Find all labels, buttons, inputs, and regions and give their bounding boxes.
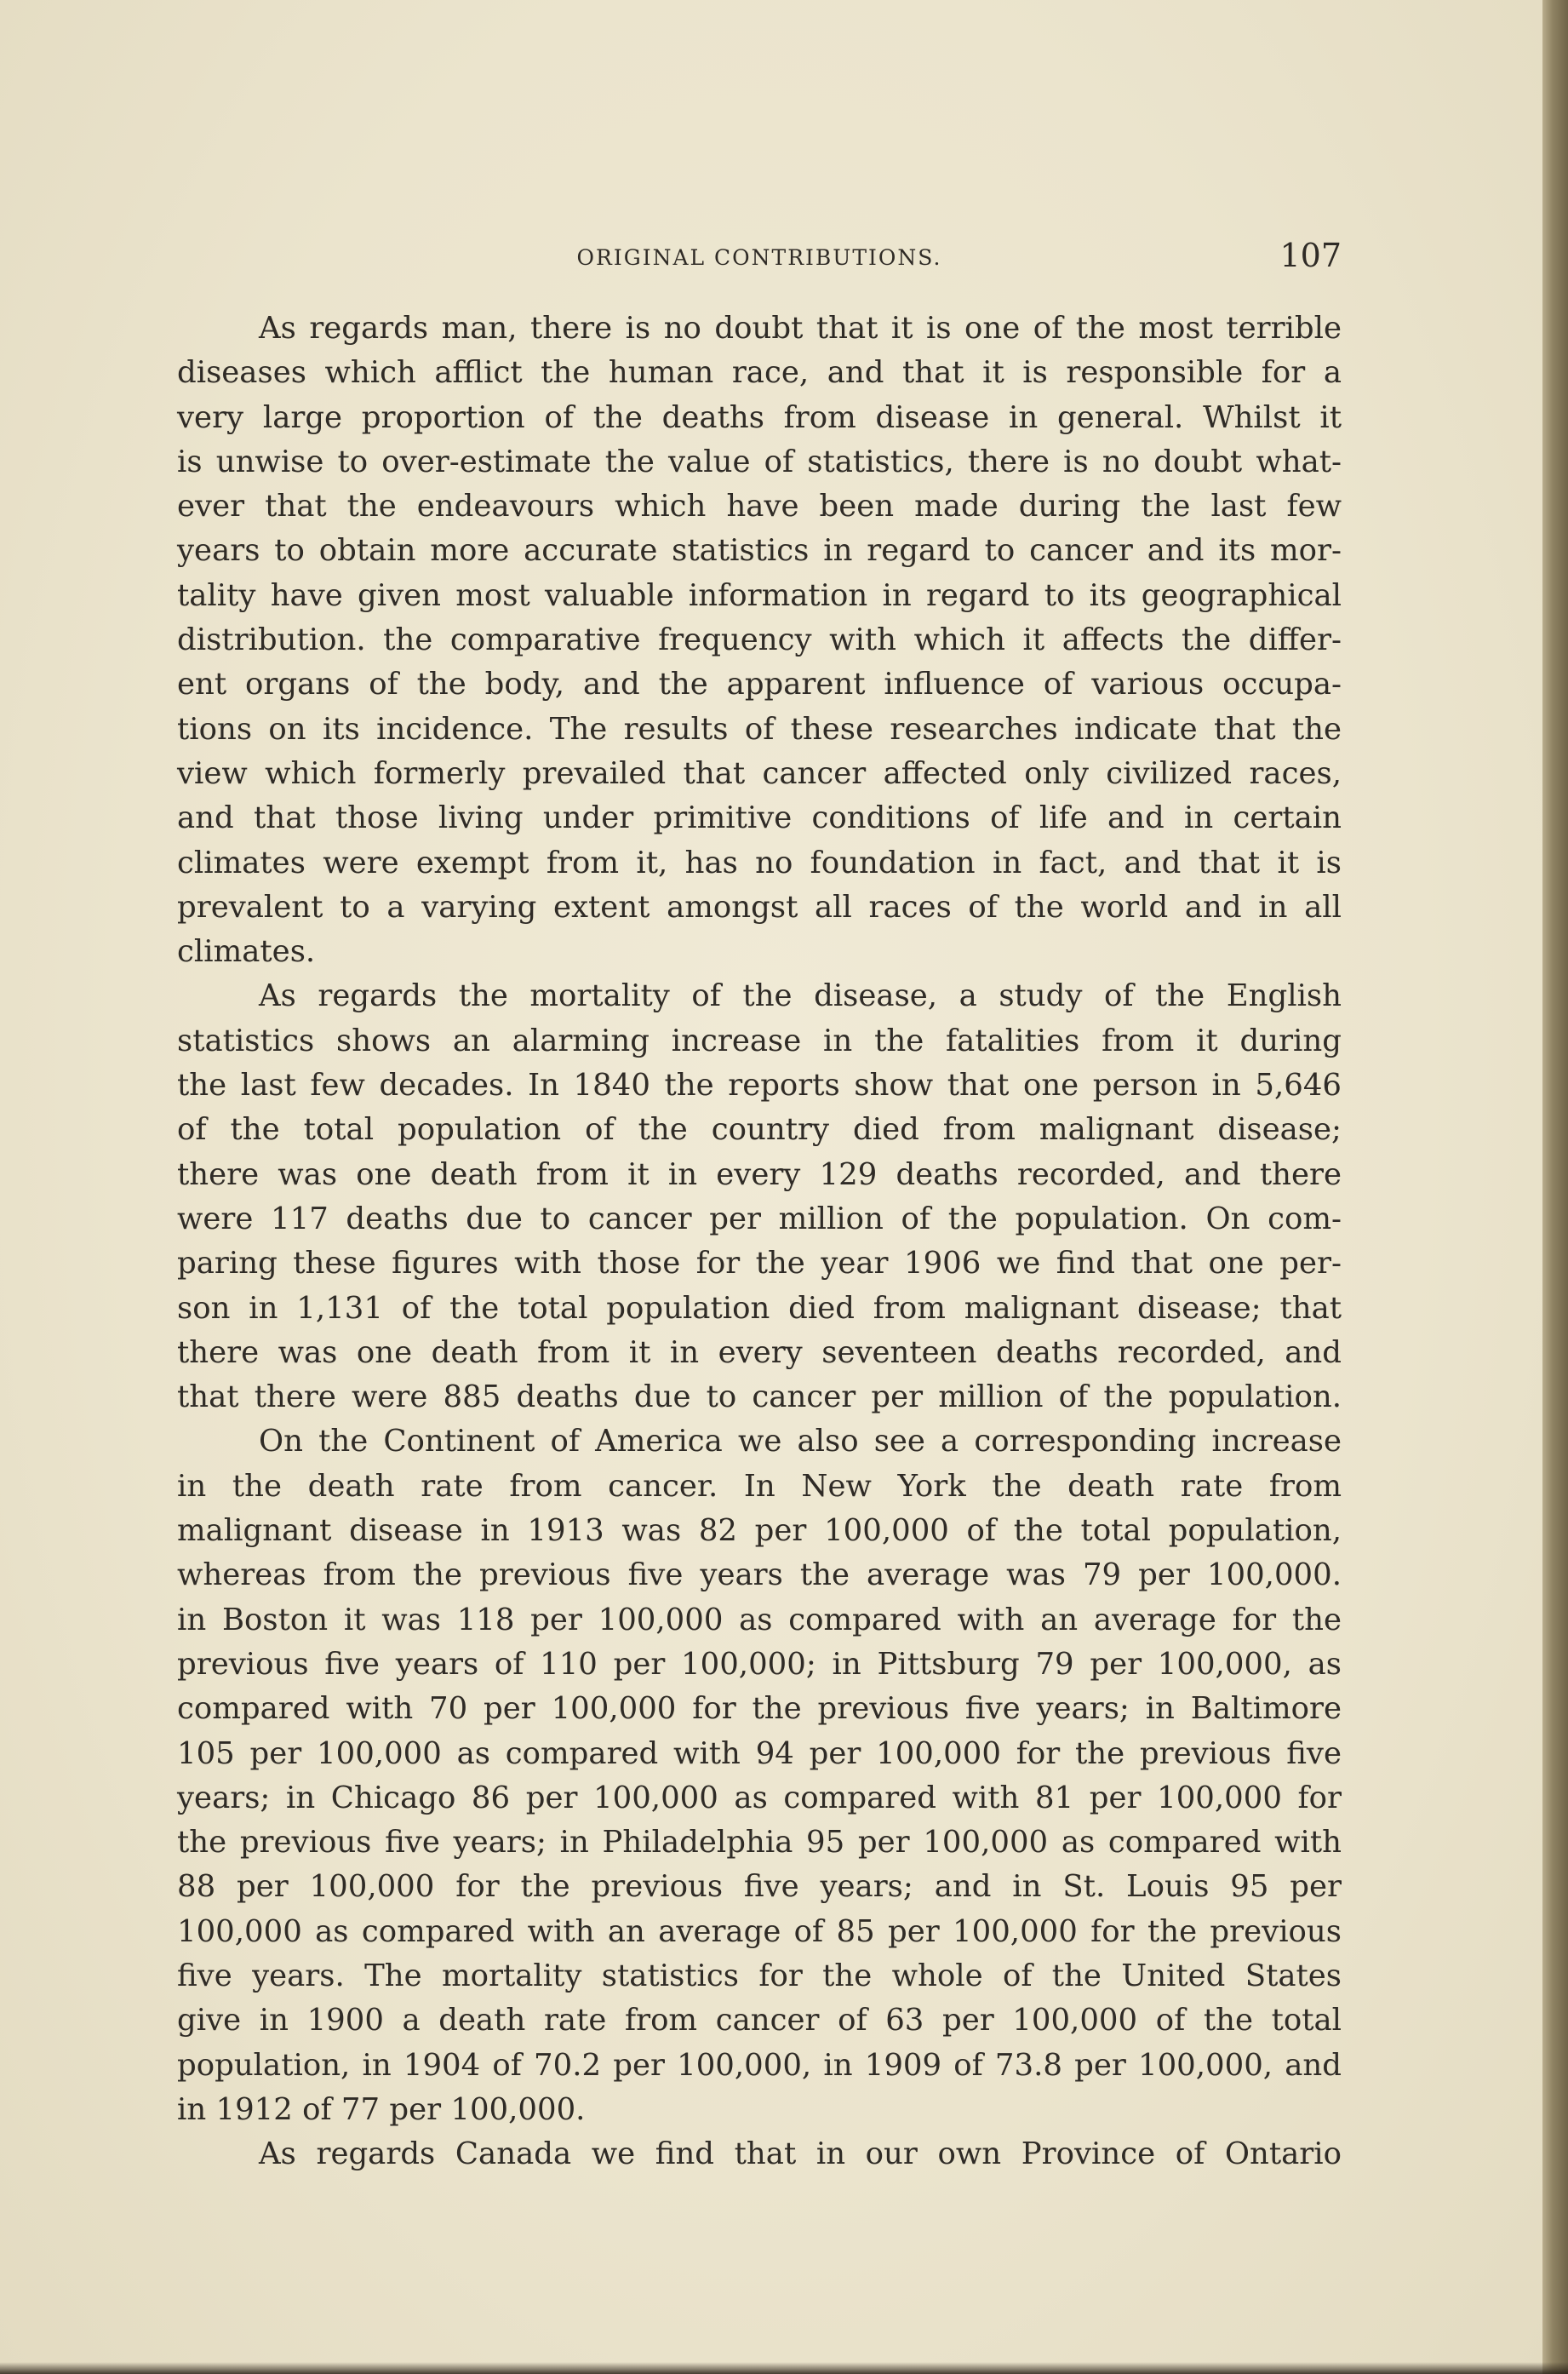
text-line: climates. bbox=[177, 934, 316, 970]
page-header bbox=[177, 237, 1342, 279]
page-number: 107 bbox=[1279, 237, 1342, 274]
running-head: ORIGINAL CONTRIBUTIONS. bbox=[576, 245, 942, 270]
text-line: years to obtain more accurate statistics in regard to cancer and its mor- bbox=[177, 533, 1342, 569]
text-line: As regards Canada we find that in our own Province of Ontario bbox=[259, 2136, 1342, 2172]
bottom-edge-shadow bbox=[0, 2362, 1568, 2374]
text-line: 105 per 100,000 as compared with 94 per 100,000 for the previous five bbox=[177, 1735, 1342, 1771]
text-line: On the Continent of America we also see a corresponding increase bbox=[259, 1424, 1342, 1459]
text-line: ever that the endeavours which have been made during the last few bbox=[177, 489, 1342, 525]
text-line: 88 per 100,000 for the previous five years; and in St. Louis 95 per bbox=[177, 1869, 1342, 1905]
body-text bbox=[177, 307, 1342, 2176]
text-line: view which formerly prevailed that cancer affected only civilized races, bbox=[177, 755, 1342, 791]
page-edge-shadow bbox=[1542, 0, 1568, 2374]
text-line: were 117 deaths due to cancer per million of the population. On com- bbox=[177, 1201, 1342, 1236]
paragraph bbox=[177, 2132, 1342, 2176]
text-line: five years. The mortality statistics for the whole of the United States bbox=[177, 1958, 1342, 1993]
text-line: in Boston it was 118 per 100,000 as compared with an average for the bbox=[177, 1602, 1342, 1637]
text-line: distribution. the comparative frequency with which it affects the differ- bbox=[177, 622, 1342, 658]
text-line: As regards the mortality of the disease, a study of the English bbox=[259, 978, 1342, 1014]
text-line: is unwise to over-estimate the value of statistics, there is no doubt what- bbox=[177, 444, 1342, 479]
text-line: tions on its incidence. The results of these researches indicate that the bbox=[177, 711, 1342, 747]
text-line: there was one death from it in every 129 deaths recorded, and there bbox=[177, 1156, 1342, 1192]
paragraph bbox=[177, 974, 1342, 1419]
text-line: malignant disease in 1913 was 82 per 100,000 of the total population, bbox=[177, 1513, 1342, 1549]
text-line: son in 1,131 of the total population died from malignant disease; that bbox=[177, 1290, 1342, 1326]
text-line: in 1912 of 77 per 100,000. bbox=[177, 2091, 586, 2127]
text-line: compared with 70 per 100,000 for the previous five years; in Baltimore bbox=[177, 1691, 1342, 1727]
text-line: previous five years of 110 per 100,000; in Pittsburg 79 per 100,000, as bbox=[177, 1646, 1342, 1682]
text-line: in the death rate from cancer. In New York the death rate from bbox=[177, 1468, 1342, 1504]
text-line: the last few decades. In 1840 the reports show that one person in 5,646 bbox=[177, 1068, 1342, 1104]
text-line: population, in 1904 of 70.2 per 100,000, in 1909 of 73.8 per 100,000, and bbox=[177, 2047, 1342, 2083]
text-line: that there were 885 deaths due to cancer per million of the population. bbox=[177, 1379, 1342, 1415]
text-line: climates were exempt from it, has no foundation in fact, and that it is bbox=[177, 845, 1342, 880]
text-line: the previous five years; in Philadelphia 95 per 100,000 as compared with bbox=[177, 1825, 1342, 1861]
text-line: and that those living under primitive conditions of life and in certain bbox=[177, 800, 1342, 836]
paragraph bbox=[177, 307, 1342, 974]
text-line: 100,000 as compared with an average of 85 per 100,000 for the previous bbox=[177, 1913, 1342, 1949]
text-line: statistics shows an alarming increase in the fatalities from it during bbox=[177, 1023, 1342, 1058]
text-line: diseases which afflict the human race, and that it is responsible for a bbox=[177, 355, 1342, 391]
text-line: very large proportion of the deaths from disease in general. Whilst it bbox=[177, 399, 1342, 435]
text-line: As regards man, there is no doubt that it is one of the most terrible bbox=[259, 311, 1342, 346]
text-line: ent organs of the body, and the apparent influence of various occupa- bbox=[177, 667, 1342, 702]
text-line: prevalent to a varying extent amongst all races of the world and in all bbox=[177, 889, 1342, 925]
text-line: years; in Chicago 86 per 100,000 as compared with 81 per 100,000 for bbox=[177, 1780, 1342, 1815]
text-line: of the total population of the country died from malignant disease; bbox=[177, 1112, 1342, 1148]
paragraph bbox=[177, 1419, 1342, 2132]
text-line: paring these figures with those for the year 1906 we find that one per- bbox=[177, 1246, 1342, 1282]
text-line: tality have given most valuable information in regard to its geographical bbox=[177, 577, 1342, 613]
text-line: give in 1900 a death rate from cancer of 63 per 100,000 of the total bbox=[177, 2003, 1342, 2039]
text-line: whereas from the previous five years the average was 79 per 100,000. bbox=[177, 1557, 1342, 1593]
text-line: there was one death from it in every seventeen deaths recorded, and bbox=[177, 1334, 1342, 1370]
